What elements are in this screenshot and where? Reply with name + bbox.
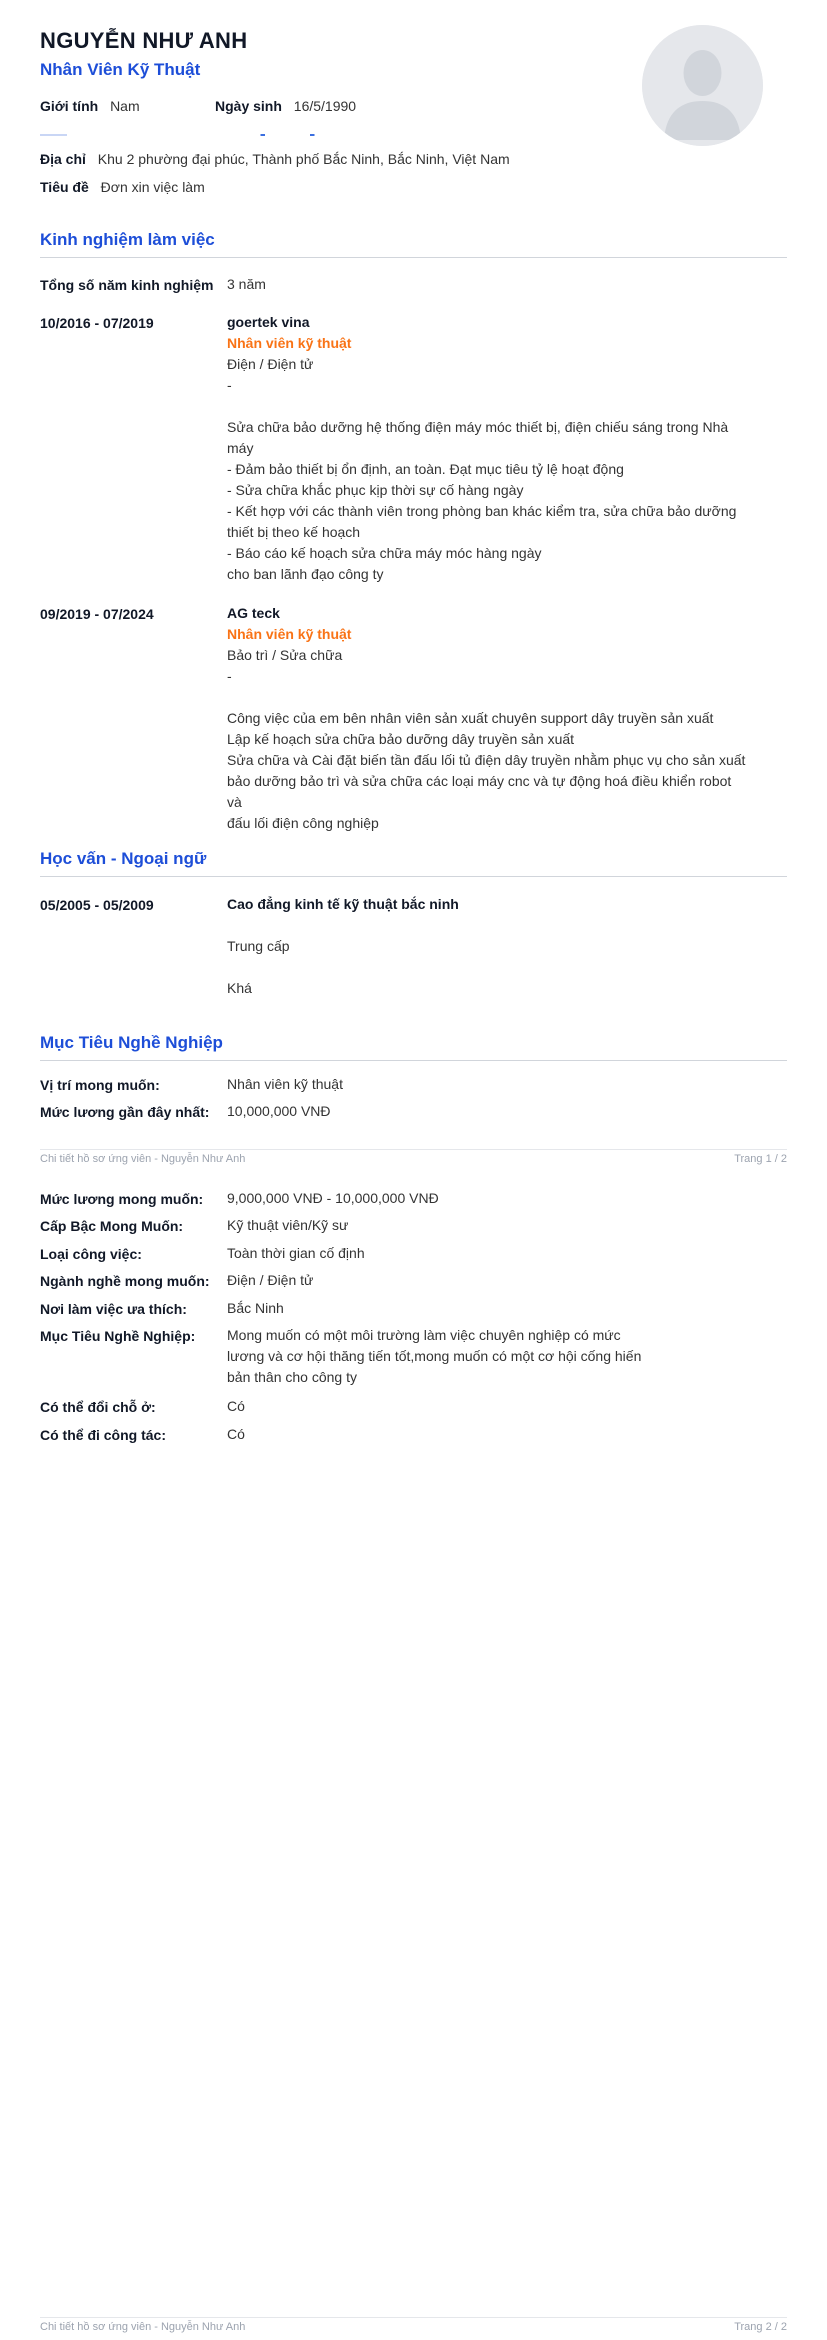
page-number: Trang 2 / 2: [734, 2321, 787, 2333]
address-value: Khu 2 phường đại phúc, Thành phố Bắc Ninh, Bắc Ninh, Việt Nam: [97, 151, 510, 167]
job-dash: -: [227, 668, 232, 684]
page-footer: [40, 1153, 787, 1165]
candidate-job-title: Nhân Viên Kỹ Thuật: [40, 60, 201, 79]
address-label: Địa chỉ: [40, 151, 86, 167]
job-period: 10/2016 - 07/2019: [40, 315, 154, 331]
description-line: bảo dưỡng bảo trì và sửa chữa các loại máy cnc và tự động hoá điều khiển robot và: [227, 773, 732, 810]
gender-value: Nam: [110, 98, 140, 114]
dob-row: [215, 98, 356, 114]
career-goal-line: lương và cơ hội thăng tiến tốt,mong muốn có một cơ hội cống hiến: [227, 1348, 642, 1364]
education-grade: Khá: [227, 980, 252, 996]
recent-salary-label: Mức lương gần đây nhất:: [40, 1104, 210, 1120]
business-travel-value: Có: [227, 1426, 245, 1442]
description-line: - Sửa chữa khắc phục kịp thời sự cố hàng ngày: [227, 482, 524, 498]
gender-label: Giới tính: [40, 98, 99, 114]
avatar: [642, 25, 763, 146]
preferred-location-value: Bắc Ninh: [227, 1300, 284, 1316]
total-experience-value: 3 năm: [227, 276, 266, 292]
job-position: Nhân viên kỹ thuật: [227, 335, 352, 351]
relocate-label: Có thể đổi chỗ ở:: [40, 1399, 156, 1415]
description-line: máy: [227, 440, 254, 456]
footer-divider: [40, 1149, 787, 1150]
desired-industry-value: Điện / Điện tử: [227, 1272, 314, 1288]
education-level: Trung cấp: [227, 938, 290, 954]
expected-salary-label: Mức lương mong muốn:: [40, 1191, 204, 1207]
footer-divider: [40, 2317, 787, 2318]
description-line: - Đảm bảo thiết bị ổn định, an toàn. Đạt mục tiêu tỷ lệ hoạt động: [227, 461, 624, 477]
education-heading: Học vấn - Ngoại ngữ: [40, 849, 207, 868]
job-type-value: Toàn thời gian cố định: [227, 1245, 365, 1261]
dob-label: Ngày sinh: [215, 98, 282, 114]
business-travel-label: Có thể đi công tác:: [40, 1427, 166, 1443]
description-line: đấu lối điện công nghiệp: [227, 815, 379, 831]
description-line: Sửa chữa bảo dưỡng hệ thống điện máy móc thiết bị, điện chiếu sáng trong Nhà: [227, 419, 729, 435]
job-dash: -: [227, 377, 232, 393]
section-divider: [40, 1060, 787, 1061]
description-line: cho ban lãnh đạo công ty: [227, 566, 384, 582]
job-entry: [227, 603, 747, 834]
dob-value: 16/5/1990: [293, 98, 357, 114]
career-goal-line: Mong muốn có một môi trường làm việc chuyên nghiệp có mức: [227, 1327, 621, 1343]
footer-text: Chi tiết hồ sơ ứng viên - Nguyễn Như Anh: [40, 2321, 246, 2333]
school-name: Cao đẳng kinh tế kỹ thuật bắc ninh: [227, 896, 459, 912]
company-name: AG teck: [227, 605, 280, 621]
description-line: - Kết hợp với các thành viên trong phòng ban khác kiểm tra, sửa chữa bảo dưỡng: [227, 503, 737, 519]
total-experience-label: Tổng số năm kinh nghiệm: [40, 277, 214, 293]
desired-level-value: Kỹ thuật viên/Kỹ sư: [227, 1217, 349, 1233]
section-divider: [40, 876, 787, 877]
job-period: 09/2019 - 07/2024: [40, 606, 154, 622]
clipped-text-line: [40, 133, 490, 137]
job-description: [227, 687, 747, 834]
expected-salary-value: 9,000,000 VNĐ - 10,000,000 VNĐ: [227, 1190, 439, 1206]
company-name: goertek vina: [227, 314, 310, 330]
description-line: thiết bị theo kế hoạch: [227, 524, 361, 540]
candidate-name: NGUYỄN NHƯ ANH: [40, 28, 248, 53]
career-goal-label: Mục Tiêu Nghề Nghiệp:: [40, 1328, 196, 1344]
page-footer: [40, 2321, 787, 2333]
job-field: Điện / Điện tử: [227, 356, 314, 372]
job-field: Bảo trì / Sửa chữa: [227, 647, 343, 663]
education-period: 05/2005 - 05/2009: [40, 897, 154, 913]
gender-row: [40, 98, 140, 114]
recent-salary-value: 10,000,000 VNĐ: [227, 1103, 331, 1119]
section-divider: [40, 257, 787, 258]
desired-position-value: Nhân viên kỹ thuật: [227, 1076, 343, 1092]
footer-text: Chi tiết hồ sơ ứng viên - Nguyễn Như Anh: [40, 1153, 246, 1165]
education-entry: [227, 894, 747, 999]
job-position: Nhân viên kỹ thuật: [227, 626, 352, 642]
description-line: [227, 687, 747, 708]
desired-level-label: Cấp Bậc Mong Muốn:: [40, 1218, 184, 1234]
address-row: [40, 151, 510, 167]
career-goal-value: [227, 1325, 667, 1388]
spacer: [227, 915, 747, 936]
description-line: Sửa chữa và Cài đặt biến tần đấu lối tủ điện dây truyền nhằm phục vụ cho sản xuất: [227, 752, 746, 768]
job-description: [227, 396, 747, 585]
relocate-value: Có: [227, 1398, 245, 1414]
subject-label: Tiêu đề: [40, 179, 89, 195]
preferred-location-label: Nơi làm việc ưa thích:: [40, 1301, 187, 1317]
desired-industry-label: Ngành nghề mong muốn:: [40, 1273, 210, 1289]
page-number: Trang 1 / 2: [734, 1153, 787, 1165]
subject-row: [40, 179, 205, 195]
job-type-label: Loại công việc:: [40, 1246, 142, 1262]
user-silhouette-icon: [642, 25, 763, 146]
career-heading: Mục Tiêu Nghề Nghiệp: [40, 1033, 223, 1052]
description-line: Công việc của em bên nhân viên sản xuất chuyên support dây truyền sản xuất: [227, 710, 714, 726]
description-line: - Báo cáo kế hoạch sửa chữa máy móc hàng ngày: [227, 545, 542, 561]
spacer: [227, 957, 747, 978]
experience-heading: Kinh nghiệm làm việc: [40, 230, 215, 249]
subject-value: Đơn xin việc làm: [100, 179, 205, 195]
desired-position-label: Vị trí mong muốn:: [40, 1077, 160, 1093]
description-line: Lập kế hoạch sửa chữa bảo dưỡng dây truyền sản xuất: [227, 731, 575, 747]
job-entry: [227, 312, 747, 585]
description-line: [227, 396, 747, 417]
career-goal-line: bản thân cho công ty: [227, 1369, 357, 1385]
